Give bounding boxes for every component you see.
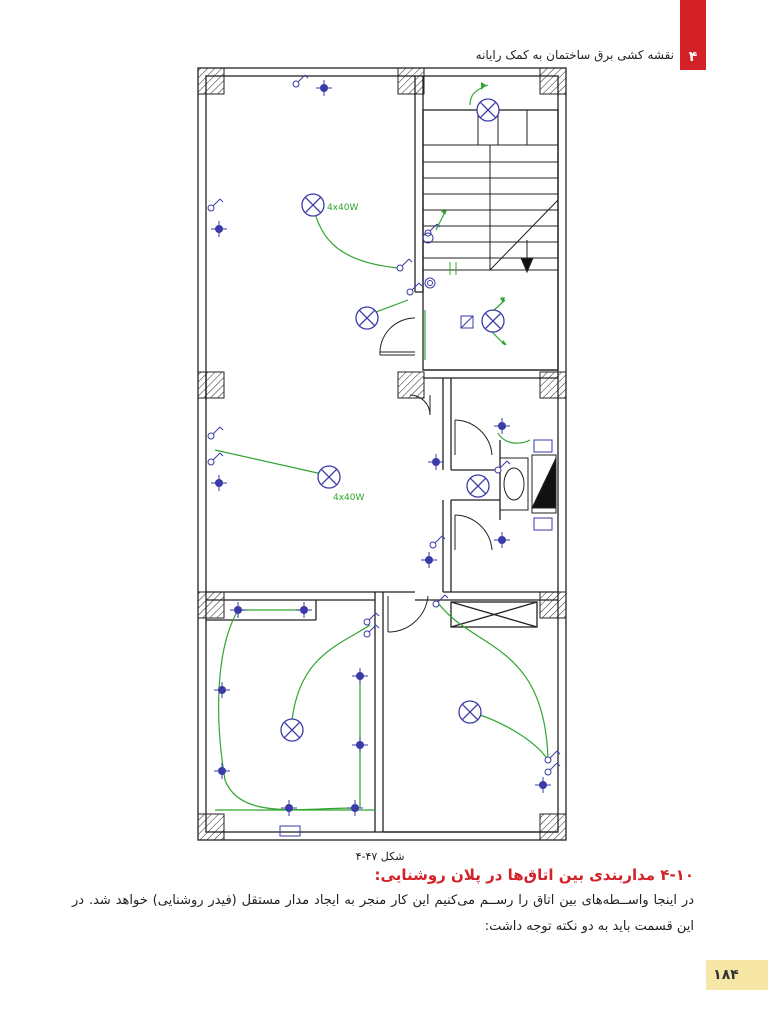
section-title: ۴-۱۰ مداربندی بین اتاق‌ها در پلان روشنایی: bbox=[374, 866, 694, 884]
switch-icons bbox=[208, 75, 560, 775]
lamp-icons bbox=[281, 99, 504, 741]
sink bbox=[500, 455, 556, 513]
misc-symbols bbox=[280, 233, 552, 836]
walls bbox=[198, 68, 566, 840]
figure-caption: شکل ۴۷-۴ bbox=[355, 850, 405, 863]
chapter-number: ۴ bbox=[680, 44, 706, 70]
lamp-rating-upper: 4x40W bbox=[327, 203, 359, 213]
chapter-title: نقشه کشی برق ساختمان به کمک رایانه bbox=[475, 48, 674, 62]
stairs bbox=[423, 110, 558, 272]
page-number: ۱۸۴ bbox=[713, 967, 739, 983]
lamp-rating-middle: 4x40W bbox=[333, 493, 365, 503]
section-paragraph: در اینجا واســطه‌های بین اتاق را رســم می‌کنیم این کار منجر به ایجاد مدار مستقل (فیدر روشنایی) خواهد شد. در این قسمت باید به دو نکته توجه داشت: bbox=[72, 893, 694, 934]
columns bbox=[198, 68, 566, 840]
